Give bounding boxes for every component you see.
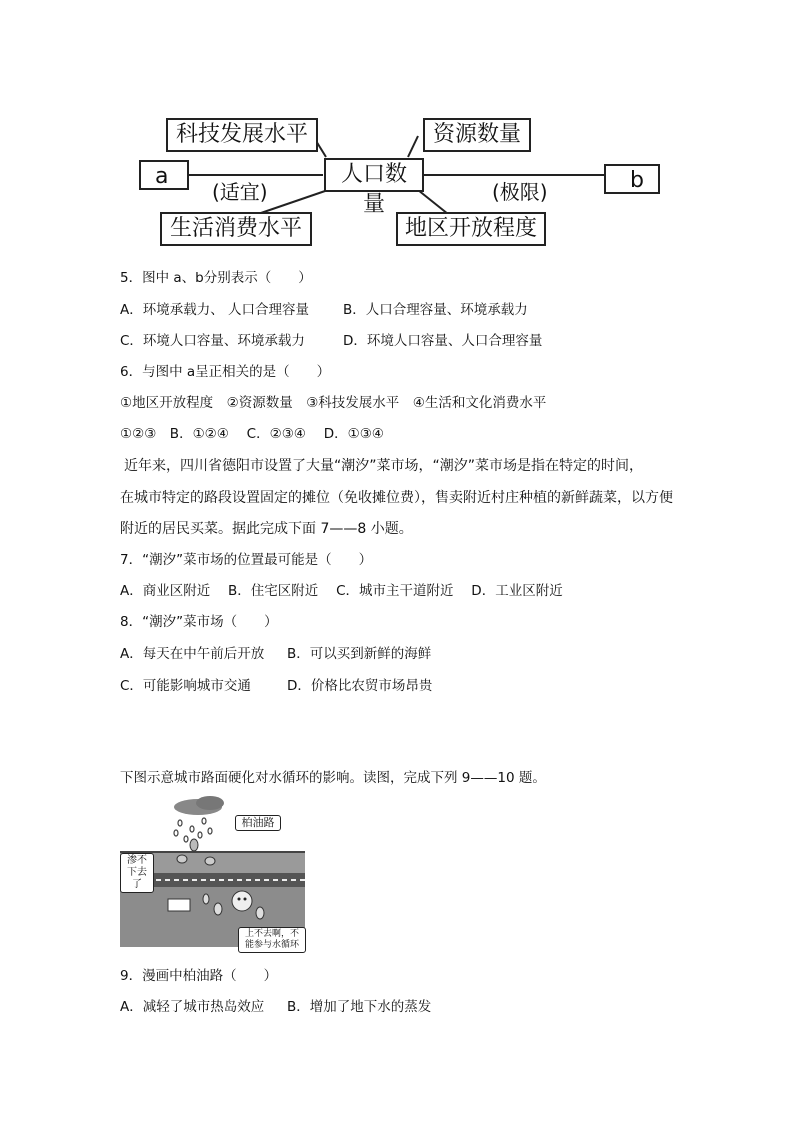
q9-stem: 9．漫画中柏油路（ ）	[120, 968, 278, 984]
q8-option-d: D．价格比农贸市场昂贵	[287, 678, 433, 694]
q8-option-c: C．可能影响城市交通	[120, 678, 251, 694]
label-suitable: (适宜)	[212, 180, 268, 204]
callout-cannot-rise: 上不去啊，不能参与水循环	[238, 927, 306, 953]
box-consumption: 生活消费水平	[160, 212, 312, 246]
box-population: 人口数量	[324, 158, 424, 192]
q7-options: A．商业区附近 B．住宅区附近 C．城市主干道附近 D．工业区附近	[120, 583, 563, 599]
section-intro-9-10: 下图示意城市路面硬化对水循环的影响。读图，完成下列 9——10 题。	[120, 770, 546, 786]
passage-line-2: 在城市特定的路段设置固定的摊位（免收摊位费），售卖附近村庄种植的新鲜蔬菜，以方便	[120, 490, 673, 506]
q6-items: ①地区开放程度 ②资源数量 ③科技发展水平 ④生活和文化消费水平	[120, 395, 547, 411]
q8-option-b: B．可以买到新鲜的海鲜	[287, 646, 432, 662]
q7-stem: 7．“潮汐”菜市场的位置最可能是（ ）	[120, 552, 373, 568]
population-diagram	[118, 102, 678, 252]
asphalt-cartoon	[120, 795, 305, 955]
box-resources: 资源数量	[423, 118, 531, 152]
q5-option-a: A．环境承载力、 人口合理容量	[120, 302, 310, 318]
q5-option-b: B．人口合理容量、环境承载力	[343, 302, 528, 318]
q5-option-d: D．环境人口容量、人口合理容量	[343, 333, 543, 349]
box-b: b	[604, 164, 660, 194]
box-tech-level: 科技发展水平	[166, 118, 318, 152]
passage-line-1: 近年来，四川省德阳市设置了大量“潮汐”菜市场，“潮汐”菜市场是指在特定的时间，	[124, 458, 644, 474]
label-limit: (极限)	[492, 180, 548, 204]
q8-option-a: A．每天在中午前后开放	[120, 646, 265, 662]
q9-option-b: B．增加了地下水的蒸发	[287, 999, 432, 1015]
passage-line-3: 附近的居民买菜。据此完成下面 7——8 小题。	[120, 521, 413, 537]
callout-cannot-seep: 渗不下去了	[120, 853, 154, 893]
box-openness: 地区开放程度	[396, 212, 546, 246]
callout-asphalt-road: 柏油路	[235, 815, 281, 831]
q6-stem: 6．与图中 a呈正相关的是（ ）	[120, 364, 331, 380]
q5-stem: 5．图中 a、b分别表示（ ）	[120, 270, 312, 286]
q5-option-c: C．环境人口容量、环境承载力	[120, 333, 305, 349]
q8-stem: 8．“潮汐”菜市场（ ）	[120, 614, 278, 630]
box-a: a	[139, 160, 189, 190]
q9-option-a: A．减轻了城市热岛效应	[120, 999, 265, 1015]
q6-options: ①②③ B．①②④ C．②③④ D．①③④	[120, 426, 384, 442]
